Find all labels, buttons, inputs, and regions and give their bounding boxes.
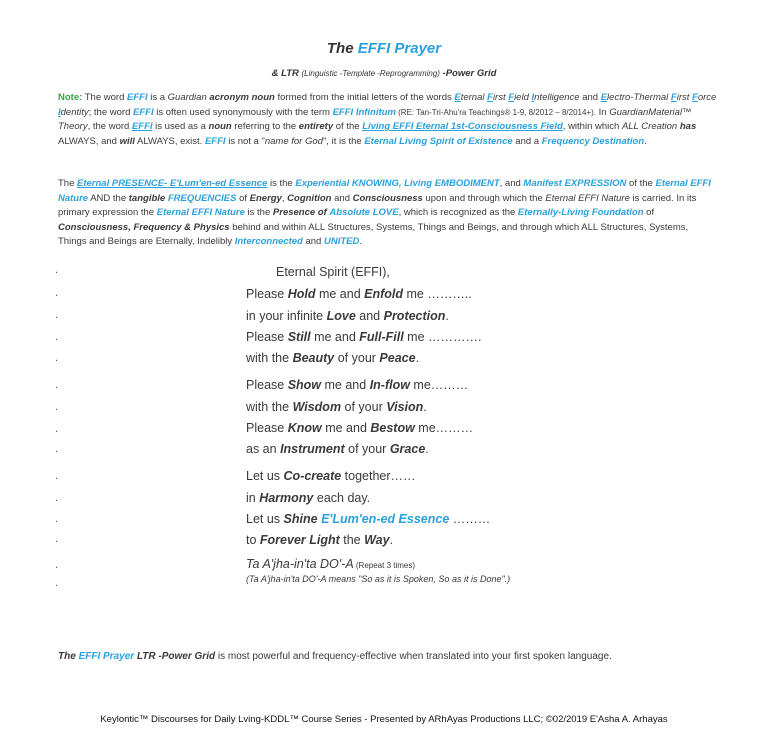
- text-run: Please: [246, 287, 288, 301]
- text-run: irst: [492, 92, 509, 103]
- text-run: in your infinite: [246, 309, 327, 323]
- subtitle-suffix: -Power Grid: [439, 68, 497, 79]
- text-run: the: [339, 533, 365, 547]
- bullet-dot: .: [55, 309, 59, 321]
- text-run: lectro-Thermal: [607, 92, 671, 103]
- text-run: In-flow: [369, 378, 410, 392]
- text-run: of the: [333, 121, 363, 133]
- text-run: EFFI Infinitum: [332, 106, 396, 118]
- text-run: GuardianMaterial™ Theory: [58, 106, 692, 133]
- prayer-line: [246, 400, 427, 414]
- text-run: is most powerful and frequency-effective when translated into your first spoken language.: [215, 651, 612, 662]
- text-run: EFFI: [133, 106, 154, 118]
- text-run: E'Lum'en-ed Essence: [321, 512, 450, 526]
- text-run: ALL Creation: [621, 121, 678, 133]
- text-run: I: [531, 92, 535, 103]
- prayer-line: [246, 557, 415, 571]
- text-run: .: [389, 533, 394, 547]
- text-run: me ………..: [403, 287, 472, 301]
- prayer-line: [246, 469, 416, 483]
- text-run: irst: [676, 92, 693, 103]
- text-run: each day.: [313, 491, 371, 505]
- text-run: Peace: [379, 351, 416, 365]
- text-run: (RE: Tan-Tri-Ahu'ra Teachings® 1-9, 8/2012 – 8/2014+).: [395, 107, 596, 117]
- text-run: will: [119, 135, 135, 147]
- text-run: formed from the initial letters of the words: [274, 92, 455, 103]
- text-run: Let us: [246, 469, 284, 483]
- text-run: of: [236, 192, 250, 204]
- text-run: F: [487, 92, 493, 103]
- text-run: ternal: [460, 92, 488, 103]
- text-run: ntelligence: [534, 92, 580, 103]
- text-run: is a: [147, 92, 168, 103]
- text-run: Interconnected: [234, 236, 303, 248]
- text-run: me and: [321, 378, 370, 392]
- text-run: .: [423, 400, 427, 414]
- prayer-line: [276, 265, 390, 279]
- text-run: Shine: [283, 512, 318, 526]
- text-run: me and: [321, 421, 371, 435]
- text-run: is the: [244, 207, 273, 219]
- text-run: Wisdom: [292, 400, 342, 414]
- prayer-line: [246, 287, 472, 301]
- text-run: entirety: [298, 121, 334, 133]
- text-run: Full-Fill: [359, 330, 404, 344]
- text-run: EFFI: [131, 121, 153, 133]
- text-run: Eternal Spirit (EFFI),: [276, 265, 390, 279]
- text-run: LTR -Power Grid: [134, 651, 216, 662]
- text-run: as an: [246, 442, 281, 456]
- text-run: ", it is the: [322, 135, 365, 147]
- text-run: EFFI: [204, 135, 226, 147]
- text-run: Know: [287, 421, 322, 435]
- text-run: Absolute LOVE: [329, 207, 399, 219]
- text-run: of: [643, 207, 655, 219]
- page-footer: Keylontic™ Discourses for Daily Lving-KDDL™ Course Series - Presented by ARhAyas Productions LLC; ©02/2019 E'Asha A. Arhayas: [100, 714, 668, 725]
- title-prefix: The: [326, 40, 358, 57]
- text-run: Presence of: [272, 207, 327, 219]
- text-run: and: [331, 192, 353, 204]
- text-run: .: [415, 351, 420, 365]
- text-run: Bestow: [370, 421, 415, 435]
- bullet-dot: .: [55, 287, 59, 299]
- bullet-dot: .: [55, 352, 59, 364]
- text-run: The: [58, 178, 78, 189]
- text-run: name for God: [264, 135, 323, 147]
- text-run: and: [302, 236, 324, 248]
- text-run: tangible: [128, 192, 166, 204]
- text-run: (Repeat 3 times): [353, 561, 416, 570]
- bullet-dot: .: [55, 533, 59, 545]
- text-run: Harmony: [259, 491, 314, 505]
- closing-sentence: [58, 651, 612, 662]
- text-run: is often used synonymously with the term: [153, 106, 333, 118]
- text-run: The word: [82, 92, 127, 103]
- text-run: is not a ": [225, 135, 265, 147]
- bullet-dot: .: [55, 559, 59, 571]
- bullet-dot: .: [55, 423, 59, 435]
- text-run: Grace: [389, 442, 426, 456]
- text-run: Forever Light: [259, 533, 340, 547]
- text-run: Way: [364, 533, 390, 547]
- bullet-dot: .: [55, 379, 59, 391]
- text-run: Ta A'jha-in'ta DO'-A: [246, 557, 354, 571]
- text-run: EFFI Prayer: [78, 651, 135, 662]
- text-run: of your: [344, 442, 390, 456]
- page-title: [0, 40, 768, 57]
- text-run: ,: [281, 192, 288, 204]
- text-run: acronym noun: [209, 92, 275, 103]
- text-run: ALWAYS, and: [58, 135, 120, 147]
- text-run: of the: [626, 178, 656, 189]
- text-run: together……: [341, 469, 416, 483]
- bullet-dot: .: [55, 492, 59, 504]
- text-run: Experiential KNOWING, Living EMBODIMENT: [295, 178, 500, 189]
- text-run: , within which: [562, 121, 622, 133]
- text-run: Frequency Destination: [541, 135, 645, 147]
- text-run: Beauty: [292, 351, 335, 365]
- text-run: Living EFFI Eternal 1st-Consciousness Field: [362, 121, 563, 133]
- text-run: dentity: [60, 106, 89, 118]
- text-run: of your: [341, 400, 387, 414]
- prayer-line: [246, 378, 468, 392]
- text-run: Still: [287, 330, 311, 344]
- text-run: The: [58, 651, 79, 662]
- text-run: Eternally-Living Foundation: [517, 207, 644, 219]
- text-run: is used as a: [152, 121, 209, 133]
- page-subtitle: [0, 68, 768, 79]
- text-run: .: [425, 442, 429, 456]
- presence-paragraph: [58, 177, 718, 250]
- text-run: ield: [514, 92, 532, 103]
- text-run: Eternal EFFI Nature: [545, 192, 630, 204]
- text-run: Protection: [383, 309, 446, 323]
- bullet-dot: .: [55, 443, 59, 455]
- text-run: EFFI: [127, 92, 148, 103]
- text-run: upon and through which the: [422, 192, 546, 204]
- text-run: Consciousness: [352, 192, 423, 204]
- text-run: and a: [512, 135, 542, 147]
- prayer-line: [246, 533, 393, 547]
- text-run: me ………….: [403, 330, 482, 344]
- text-run: Instrument: [280, 442, 345, 456]
- text-run: Eternal PRESENCE- E'Lum'en-ed Essence: [77, 178, 268, 189]
- text-run: of your: [334, 351, 380, 365]
- text-run: , which is recognized as the: [398, 207, 518, 219]
- text-run: Please: [246, 378, 288, 392]
- text-run: Please: [246, 330, 288, 344]
- text-run: is carried. In its primary expression the: [58, 192, 697, 219]
- text-run: and: [579, 92, 601, 103]
- text-run: Love: [326, 309, 356, 323]
- text-run: Eternal EFFI Nature: [156, 207, 245, 219]
- prayer-line: [246, 330, 482, 344]
- text-run: ………: [449, 512, 491, 526]
- prayer-line: [246, 309, 449, 323]
- bullet-dot: .: [55, 401, 59, 413]
- text-run: Vision: [386, 400, 424, 414]
- text-run: ; the word: [88, 106, 133, 118]
- text-run: Eternal EFFI Nature: [58, 178, 711, 204]
- text-run: Co-create: [283, 469, 342, 483]
- text-run: Let us: [246, 512, 284, 526]
- text-run: orce: [697, 92, 717, 103]
- text-run: has: [679, 121, 697, 133]
- subtitle-prefix: & LTR: [271, 68, 302, 79]
- text-run: me………: [414, 421, 474, 435]
- text-run: me and: [315, 287, 365, 301]
- text-run: noun: [208, 121, 232, 133]
- bullet-dot: .: [55, 264, 59, 276]
- text-run: behind and within ALL Structures, Systems, Things and Beings, and through which ALL Structures, Systems, Things and Beings are Eternally, Indelibly: [58, 221, 689, 248]
- text-run: to: [246, 533, 260, 547]
- text-run: .: [359, 236, 362, 248]
- bullet-dot: .: [55, 513, 59, 525]
- text-run: Hold: [287, 287, 316, 301]
- text-run: referring to the: [231, 121, 299, 133]
- text-run: Guardian: [167, 92, 207, 103]
- text-run: , the word: [87, 121, 132, 133]
- text-run: me and: [310, 330, 360, 344]
- text-run: Show: [287, 378, 322, 392]
- text-run: Manifest EXPRESSION: [523, 178, 627, 189]
- prayer-meaning: (Ta A'jha-in'ta DO'-A means "So as it is Spoken, So as it is Done".): [246, 574, 511, 584]
- prayer-line: [246, 351, 419, 365]
- text-run: Consciousness, Frequency & Physics: [58, 221, 230, 233]
- text-run: F: [670, 92, 677, 103]
- title-name: EFFI Prayer: [357, 40, 442, 57]
- text-run: F: [692, 92, 698, 103]
- text-run: F: [508, 92, 515, 103]
- text-run: in: [246, 491, 260, 505]
- text-run: with the: [246, 351, 293, 365]
- text-run: FREQUENCIES: [167, 192, 237, 204]
- text-run: In: [595, 106, 610, 118]
- text-run: is the: [267, 178, 296, 189]
- subtitle-paren: (Linguistic -Template -Reprogramming): [301, 69, 440, 78]
- text-run: .: [644, 135, 647, 147]
- text-run: Eternal Living Spirit of Existence: [364, 135, 513, 147]
- text-run: Cognition: [287, 192, 332, 204]
- text-run: UNITED: [323, 236, 360, 248]
- text-run: E: [600, 92, 608, 103]
- text-run: and: [355, 309, 384, 323]
- text-run: I: [58, 106, 61, 118]
- prayer-line: [246, 421, 473, 435]
- text-run: Enfold: [364, 287, 404, 301]
- text-run: with the: [246, 400, 293, 414]
- bullet-dot: .: [55, 470, 59, 482]
- bullet-dot: .: [55, 331, 59, 343]
- bullet-dot: .: [55, 577, 59, 589]
- text-run: E: [454, 92, 461, 103]
- prayer-line: [246, 512, 490, 526]
- text-run: .: [445, 309, 449, 323]
- note-paragraph: [58, 91, 718, 149]
- text-run: AND the: [88, 192, 129, 204]
- text-run: Please: [246, 421, 288, 435]
- text-run: ALWAYS, exist.: [134, 135, 205, 147]
- text-run: Energy: [249, 192, 282, 204]
- prayer-line: [246, 442, 429, 456]
- text-run: , and: [499, 178, 524, 189]
- text-run: Note:: [58, 92, 83, 103]
- prayer-line: [246, 491, 370, 505]
- text-run: me………: [409, 378, 469, 392]
